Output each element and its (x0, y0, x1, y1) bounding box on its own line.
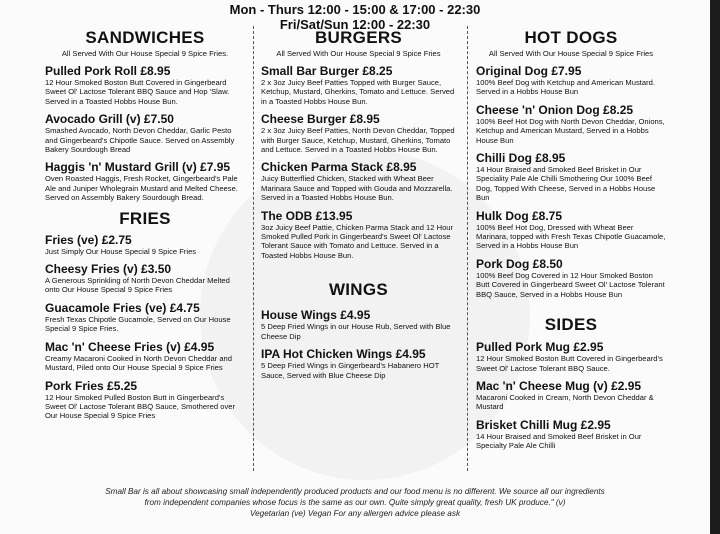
item-description: 5 Deep Fried Wings in our House Rub, Served with Blue Cheese Dip (261, 322, 451, 341)
item-description: Just Simply Our House Special 9 Spice Fries (45, 246, 197, 256)
sandwiches-subtitle: All Served With Our House Special 9 Spice Fries. (61, 49, 229, 58)
menu-item (45, 64, 245, 106)
menu-item (45, 160, 245, 202)
menu-item (45, 112, 245, 154)
menu-item (261, 209, 456, 261)
item-name: Haggis 'n' Mustard Grill (v) £7.95 (45, 160, 231, 175)
menu-item (476, 103, 666, 145)
column-middle (261, 28, 456, 386)
item-name: Guacamole Fries (ve) £4.75 (45, 300, 200, 315)
item-name: Mac 'n' Cheese Fries (v) £4.95 (45, 339, 215, 354)
item-description: 12 Hour Smoked Boston Butt Covered in Gingerbeard's Sweet Ol' Lactose Tolerant BBQ Sauce. (476, 354, 663, 373)
column-left (45, 28, 245, 427)
item-name: House Wings £4.95 (261, 308, 371, 323)
item-name: Chilli Dog £8.95 (476, 151, 566, 166)
menu-item (261, 112, 456, 154)
menu-item (476, 340, 666, 373)
item-description: 100% Beef Dog Covered in 12 Hour Smoked Boston Butt Covered in Gingerbeard Sweet Ol' Lactose Tolerant BBQ Sauce, Served in a Hobbs House Bun (476, 270, 665, 299)
item-description: 100% Beef Hot Dog with North Devon Cheddar, Onions, Ketchup and American Mustard, Served in a Hobbs House Bun (476, 116, 665, 145)
item-description: Oven Roasted Haggis, Fresh Rocket, Gingerbeard's Pale Ale and Juniper Wholegrain Mustard and Melted Cheese. Served on Assembly Bakery Sourdough Bread. (45, 174, 238, 203)
item-name: Brisket Chilli Mug £2.95 (476, 417, 611, 432)
item-name: Chicken Parma Stack £8.95 (261, 160, 417, 175)
item-description: Creamy Macaroni Cooked in North Devon Cheddar and Mustard, Piled onto Our House Special 9 Spice Fries (45, 353, 232, 373)
column-right (476, 28, 666, 457)
item-name: Pork Dog £8.50 (476, 256, 563, 271)
item-name: Fries (ve) £2.75 (45, 232, 132, 247)
item-name: Pulled Pork Mug £2.95 (476, 340, 604, 355)
menu-item (261, 308, 456, 341)
item-description: 5 Deep Fried Wings in Gingerbeard's Habanero HOT Sauce, Served with Blue Cheese Dip (261, 361, 440, 380)
menu-item (45, 301, 245, 334)
sandwiches-heading: SANDWICHES (85, 28, 205, 47)
item-description: Smashed Avocado, North Devon Cheddar, Garlic Pesto and Gingerbeard's Chipotle Sauce. Served on Assembly Bakery Sourdough Bread (45, 126, 235, 155)
item-name: Cheese 'n' Onion Dog £8.25 (476, 102, 634, 117)
menu-item (45, 340, 245, 373)
item-name: Hulk Dog £8.75 (476, 208, 563, 223)
item-description: 2 x 3oz Juicy Beef Patties Topped with Burger Sauce, Ketchup, Mustard, Gherkins, Tomato and Lettuce. Served in a Toasted Hobbs House Bun. (261, 78, 455, 106)
item-name: Original Dog £7.95 (476, 64, 582, 78)
item-name: Mac 'n' Cheese Mug (v) £2.95 (476, 378, 642, 393)
item-name: Cheese Burger £8.95 (261, 112, 380, 127)
menu-item (476, 418, 666, 451)
item-name: Avocado Grill (v) £7.50 (45, 112, 174, 127)
menu-item (476, 379, 666, 412)
item-description: 12 Hour Smoked Pulled Boston Butt in Gingerbeard's Sweet Ol' Lactose Tolerant BBQ Sauce, Smothered over Our House Special 9 Spice Fries (45, 392, 235, 421)
item-name: Small Bar Burger £8.25 (261, 64, 393, 78)
menu-item (261, 64, 456, 106)
fries-heading: FRIES (119, 208, 171, 228)
item-name: Pork Fries £5.25 (45, 378, 138, 393)
item-name: The ODB £13.95 (261, 208, 353, 223)
item-description: 100% Beef Dog with Ketchup and American Mustard. Served in a Hobbs House Bun (476, 78, 655, 97)
footer-line: Vegetarian (ve) Vegan For any allergen advice please ask (249, 509, 461, 518)
menu-item (476, 64, 666, 97)
burgers-heading: BURGERS (314, 28, 403, 47)
item-description: 100% Beef Hot Dog, Dressed with Wheat Beer Marinara, topped with Fresh Texas Chipotle Guacamole, Served in a Hobbs House Bun (476, 222, 666, 251)
item-description: 3oz Juicy Beef Pattie, Chicken Parma Stack and 12 Hour Smoked Pulled Pork in Gingerbeard's Sweet Ol' Lactose Tolerant Sauce with Tomato and Lettuce. Served in a Toasted Hobbs House Bun. (261, 222, 454, 260)
menu-item (476, 151, 666, 203)
menu-item (45, 233, 245, 256)
menu-item (45, 379, 245, 421)
item-description: 12 Hour Smoked Boston Butt Covered in Gingerbeard Sweet Ol' Lactose Tolerant BBQ Sauce and Hop 'Slaw. Served in a Toasted Hobbs House Bun. (45, 78, 230, 106)
footer-note (0, 486, 710, 519)
hours-weekend: Fri/Sat/Sun 12:00 - 22:30 (279, 17, 431, 32)
item-name: Pulled Pork Roll £8.95 (45, 64, 171, 78)
item-description: 14 Hour Braised and Smoked Beef Brisket in Our Specialty Pale Ale Chilli (476, 431, 642, 451)
column-divider (467, 26, 468, 471)
item-description: Fresh Texas Chipotle Gucamole, Served on Our House Special 9 Spice Fries. (45, 314, 231, 334)
item-name: Cheesy Fries (v) £3.50 (45, 262, 172, 277)
item-description: Macaroni Cooked in Cream, North Devon Cheddar & Mustard (476, 392, 654, 412)
footer-line: Small Bar is all about showcasing small independently produced products and our food menu is no different. We source all our ingredients (105, 487, 605, 496)
burgers-subtitle: All Served With Our House Special 9 Spice Fries (276, 49, 441, 58)
item-description: 14 Hour Braised and Smoked Beef Brisket in Our Speciality Pale Ale Chilli Smothering Our 100% Beef Dog, Topped With Cheese, Served in a Hobbs House Bun (476, 165, 656, 203)
footer-line: from independent companies whose focus is the same as our own. Quite simply great quality, fresh UK produce." (v) (144, 498, 566, 507)
item-description: Juicy Butterflied Chicken, Stacked with Wheat Beer Marinara Sauce and Topped with Gouda and Mozzarella. Served in a Toasted Hobbs House Bun. (261, 174, 453, 203)
hotdogs-subtitle: All Served With Our House Special 9 Spice Fries (488, 49, 654, 58)
menu-item (45, 262, 245, 295)
hours-weekday: Mon - Thurs 12:00 - 15:00 & 17:00 - 22:30 (229, 2, 481, 17)
item-description: A Generous Sprinkling of North Devon Cheddar Melted onto Our House Special 9 Spice Fries (45, 276, 230, 295)
wings-heading: WINGS (328, 280, 389, 300)
menu-item (476, 209, 666, 251)
item-name: IPA Hot Chicken Wings £4.95 (261, 347, 426, 362)
hotdogs-heading: HOT DOGS (524, 28, 618, 47)
menu-item (476, 257, 666, 299)
menu-item (261, 160, 456, 202)
item-description: 2 x 3oz Juicy Beef Patties, North Devon Cheddar, Topped with Burger Sauce, Ketchup, Mustard, Gherkins, Tomato and Lettuce. Served in a Toasted Hobbs House Bun. (261, 126, 455, 155)
column-divider (253, 26, 254, 471)
sides-heading: SIDES (544, 315, 598, 335)
menu-item (261, 347, 456, 380)
